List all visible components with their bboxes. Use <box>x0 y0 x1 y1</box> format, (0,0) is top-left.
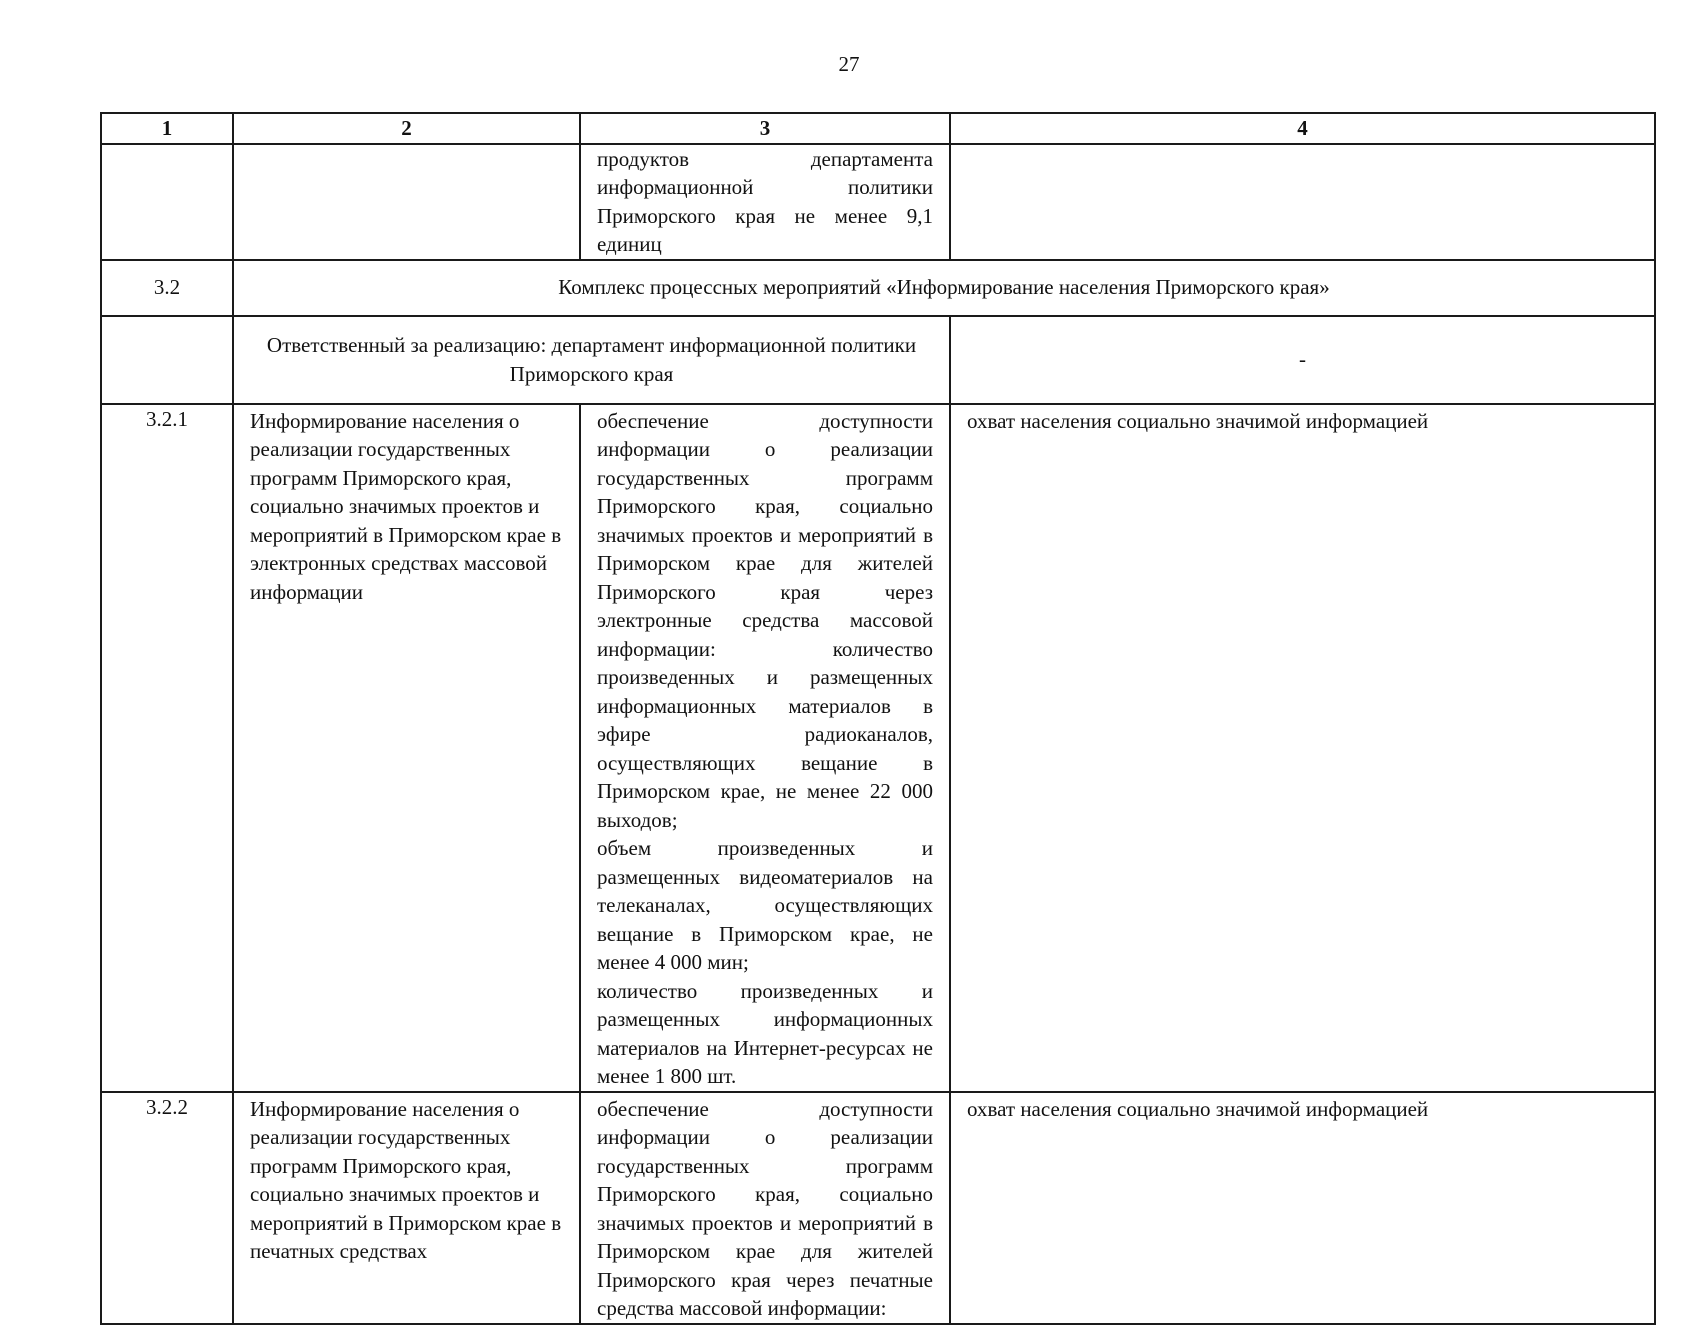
responsible-label: Ответственный за реализацию: департамент информационной политики Приморского края <box>233 316 950 404</box>
column-header-2: 2 <box>233 113 580 144</box>
item-task: Информирование населения о реализации государственных программ Приморского края, социально значимых проектов и мероприятий в Приморском крае в электронных средствах массовой информации <box>233 404 580 1092</box>
column-header-4: 4 <box>950 113 1655 144</box>
section-number: 3.2 <box>101 260 233 316</box>
section-title: Комплекс процессных мероприятий «Информирование населения Приморского края» <box>233 260 1655 316</box>
table-row <box>101 404 1655 1092</box>
program-table <box>100 112 1656 1325</box>
item-number: 3.2.2 <box>101 1092 233 1324</box>
responsible-number-cell <box>101 316 233 404</box>
continuation-indicator-cell <box>950 144 1655 260</box>
responsible-value: - <box>950 316 1655 404</box>
continuation-number-cell <box>101 144 233 260</box>
continuation-row <box>101 144 1655 260</box>
page-number: 27 <box>838 52 860 76</box>
responsible-row <box>101 316 1655 404</box>
item-indicator: охват населения социально значимой информацией <box>950 404 1655 1092</box>
column-header-3: 3 <box>580 113 950 144</box>
column-header-1: 1 <box>101 113 233 144</box>
column-header-row <box>101 113 1655 144</box>
section-row <box>101 260 1655 316</box>
item-indicator: охват населения социально значимой информацией <box>950 1092 1655 1324</box>
continuation-result-cell: продуктов департамента информационной политики Приморского края не менее 9,1 единиц <box>580 144 950 260</box>
item-task: Информирование населения о реализации государственных программ Приморского края, социально значимых проектов и мероприятий в Приморском крае в печатных средствах <box>233 1092 580 1324</box>
item-number: 3.2.1 <box>101 404 233 1092</box>
item-result: обеспечение доступности информации о реализации государственных программ Приморского края, социально значимых проектов и мероприятий в Приморском крае для жителей Приморского края через электронные средства массовой информации: количество произведенных и размещенных информационных материалов в эфире радиоканалов, осуществляющих вещание в Приморском крае, не менее 22 000 выходов; объем произведенных и размещенных видеоматериалов на телеканалах, осуществляющих вещание в Приморском крае, не менее 4 000 мин; количество произведенных и размещенных информационных материалов на Интернет-ресурсах не менее 1 800 шт. <box>580 404 950 1092</box>
item-result: обеспечение доступности информации о реализации государственных программ Приморского края, социально значимых проектов и мероприятий в Приморском крае для жителей Приморского края через печатные средства массовой информации: <box>580 1092 950 1324</box>
continuation-task-cell <box>233 144 580 260</box>
table-row <box>101 1092 1655 1324</box>
